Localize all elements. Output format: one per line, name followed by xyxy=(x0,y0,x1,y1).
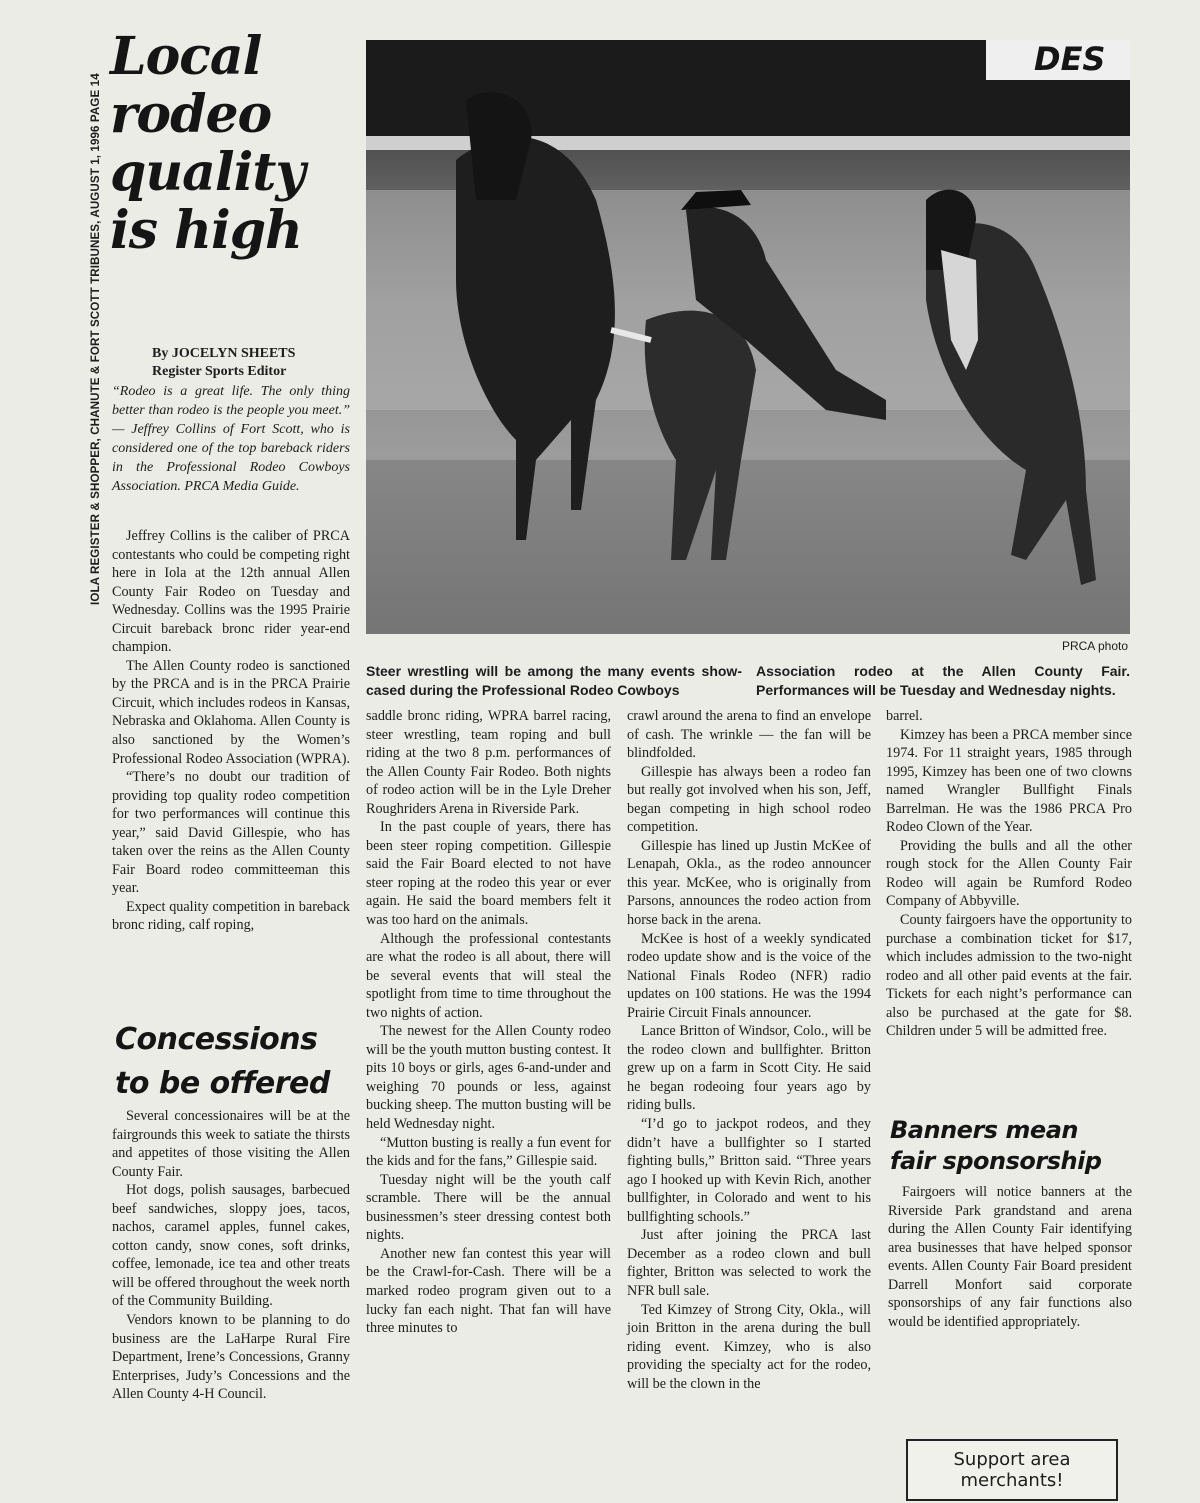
paragraph: Tuesday night will be the youth calf scramble. There will be the annual businessmen’s steer dressing contest both nights. xyxy=(366,1171,611,1244)
article-column-3 xyxy=(627,707,871,1393)
paragraph: Gillespie has always been a rodeo fan but really got involved when his son, Jeff, began competing in high school rodeo competition. xyxy=(627,763,871,836)
article-column-1 xyxy=(112,527,350,935)
concessions-headline xyxy=(115,1018,360,1106)
paragraph: The newest for the Allen County rodeo will be the youth mutton busting contest. It pits 10 boys or girls, ages 6-and-under and weighing 70 pounds or less, against bucking sheep. The mutton busting will be held Wednesday night. xyxy=(366,1023,611,1133)
paragraph: McKee is host of a weekly syndicated rodeo update show and is the voice of the National Finals Rodeo (NFR) radio updates on 100 stations. He was the 1994 Prairie Circuit Finals announcer. xyxy=(627,930,871,1021)
headline xyxy=(110,28,360,260)
paragraph: barrel. xyxy=(886,708,923,724)
byline xyxy=(152,345,362,381)
headline-line: is high xyxy=(110,200,302,261)
support-box-line: Support area xyxy=(953,1449,1071,1470)
paragraph: Gillespie has lined up Justin McKee of Lenapah, Okla., as the rodeo announcer this year. McKee, who is originally from Parsons, announces the rodeo action from horse back in the arena. xyxy=(627,837,871,929)
support-merchants-box xyxy=(906,1439,1118,1501)
banners-headline xyxy=(890,1115,1135,1177)
headline-line: Local xyxy=(110,26,262,87)
pull-quote: “Rodeo is a great life. The only thing better than rodeo is the people you meet.” — Jeffrey Collins of Fort Scott, who is considered one of the top bareback riders in the Professional Rodeo Cowboys Association. PRCA Media Guide. xyxy=(112,384,350,494)
banners-headline-line: Banners mean xyxy=(890,1116,1078,1144)
banner-text: DES xyxy=(1034,40,1106,78)
paragraph: Jeffrey Collins is the caliber of PRCA contestants who could be competing right here in Iola at the 12th annual Allen County Fair Rodeo on Tuesday and Wednesday. Collins was the 1995 Prairie Circuit bareback bronc rider year-end champion. xyxy=(112,528,350,656)
concessions-headline-line: to be offered xyxy=(115,1066,330,1101)
paragraph: Just after joining the PRCA last December as a rodeo clown and bull fighter, Britton was selected to work the NFR bull sale. xyxy=(627,1227,871,1299)
byline-author: By JOCELYN SHEETS xyxy=(152,346,296,361)
paragraph: Providing the bulls and all the other rough stock for the Allen County Fair Rodeo will again be Rumford Rodeo Company of Abbyville. xyxy=(886,837,1132,910)
banners-article xyxy=(888,1183,1132,1331)
paragraph: Hot dogs, polish sausages, barbecued beef sandwiches, sloppy joes, tacos, nachos, caramel apples, funnel cakes, cotton candy, snow cones, soft drinks, coffee, lemonade, ice tea and other treats will be offered throughout the week north of the Community Building. xyxy=(112,1182,350,1310)
paragraph: “There’s no doubt our tradition of providing top quality rodeo competition for two performances will continue this year,” said David Gillespie, who has taken over the reins as the Allen County Fair Board rodeo committeeman this year. xyxy=(112,769,350,897)
paragraph: Several concessionaires will be at the fairgrounds this week to satiate the thirsts and appetites of those visiting the Allen County Fair. xyxy=(112,1108,350,1180)
paragraph: Ted Kimzey of Strong City, Okla., will join Britton in the arena during the bull riding event. Kimzey, who is also providing the specialty act for the rodeo, will be the clown in the xyxy=(627,1301,871,1392)
paragraph: Lance Britton of Windsor, Colo., will be the rodeo clown and bullfighter. Britton grew up on a farm in Scott City. He said he began rodeoing four years ago by riding bulls. xyxy=(627,1023,871,1114)
byline-title: Register Sports Editor xyxy=(152,364,287,379)
photo-caption-right: Association rodeo at the Allen County Fair. Performances will be Tuesday and Wednesday nights. xyxy=(756,663,1130,698)
page-folio xyxy=(86,30,106,605)
headline-line: quality xyxy=(110,142,305,203)
banners-headline-line: fair sponsorship xyxy=(890,1147,1102,1175)
steer-wrestling-image xyxy=(366,40,1130,634)
paragraph: “I’d go to jackpot rodeos, and they didn’t have a bullfighter so I started fighting bulls,” Britton said. “Three years ago I hooked up with Kevin Rich, another bullfighter, in Colorado and went to his bullfighting schools.” xyxy=(627,1116,871,1225)
headline-line: rodeo xyxy=(110,84,272,145)
article-column-4 xyxy=(886,707,1132,1041)
support-box-line: merchants! xyxy=(960,1470,1064,1491)
paragraph: Kimzey has been a PRCA member since 1974. For 11 straight years, 1985 through 1995, Kimzey has been one of two clowns named Wrangler Bullfight Finals Barrelman. He was the 1986 PRCA Pro Rodeo Clown of the Year. xyxy=(886,726,1132,836)
paragraph: County fairgoers have the opportunity to purchase a combination ticket for $17, which includes admission to the two-night rodeo and all other paid events at the fair. Tickets for each night’s performance can also be purchased at the gate for $8. Children under 5 will be admitted free. xyxy=(886,912,1132,1040)
paragraph: Another new fan contest this year will be the Crawl-for-Cash. There will be a marked rodeo program given out to a lucky fan each night. That fan will have three minutes to xyxy=(366,1245,611,1337)
paragraph: crawl around the arena to find an envelope of cash. The wrinkle — the fan will be blindfolded. xyxy=(627,708,871,762)
photo-caption-left: Steer wrestling will be among the many events show-cased during the Professional Rodeo Cowboys xyxy=(366,663,742,698)
concessions-article xyxy=(112,1107,350,1404)
paragraph: saddle bronc riding, WPRA barrel racing, steer wrestling, team roping and bull riding at the two 8 p.m. performances of the Allen County Fair Rodeo. Both nights of rodeo action will be in the Lyle Dreher Roughriders Arena in Riverside Park. xyxy=(366,708,611,817)
paragraph: Vendors known to be planning to do business are the LaHarpe Rural Fire Department, Irene’s Concessions, Granny Enterprises, Judy’s Concessions and the Allen County 4-H Council. xyxy=(112,1312,350,1403)
paragraph: The Allen County rodeo is sanctioned by the PRCA and is in the PRCA Prairie Circuit, which includes rodeos in Kansas, Nebraska and Oklahoma. Allen County is also sanctioned by the Women’s Professional Rodeo Association (WPRA). xyxy=(112,657,351,767)
paragraph: Fairgoers will notice banners at the Riverside Park grandstand and arena during the Allen County Fair identifying area businesses that have helped sponsor events. Allen County Fair Board president Darrell Monfort said corporate sponsorships of any fair functions also would be identified appropriately. xyxy=(888,1184,1132,1330)
folio-text: IOLA REGISTER & SHOPPER, CHANUTE & FORT SCOTT TRIBUNES, AUGUST 1, 1996 PAGE 14 xyxy=(89,73,102,605)
paragraph: “Mutton busting is really a fun event for the kids and for the fans,” Gillespie said. xyxy=(366,1134,611,1170)
article-column-2 xyxy=(366,707,611,1338)
paragraph: Although the professional contestants are what the rodeo is all about, there will be several events that will steal the spotlight from time to time throughout the two nights of action. xyxy=(366,930,611,1021)
paragraph: In the past couple of years, there has been steer roping competition. Gillespie said the Fair Board elected to not have steer roping at the rodeo this year or ever again. He said the board members felt it was too hard on the animals. xyxy=(366,819,611,929)
photo-credit: PRCA photo xyxy=(1061,639,1128,653)
rodeo-photo xyxy=(366,40,1130,634)
concessions-headline-line: Concessions xyxy=(115,1022,318,1057)
paragraph: Expect quality competition in bareback bronc riding, calf roping, xyxy=(112,898,350,934)
